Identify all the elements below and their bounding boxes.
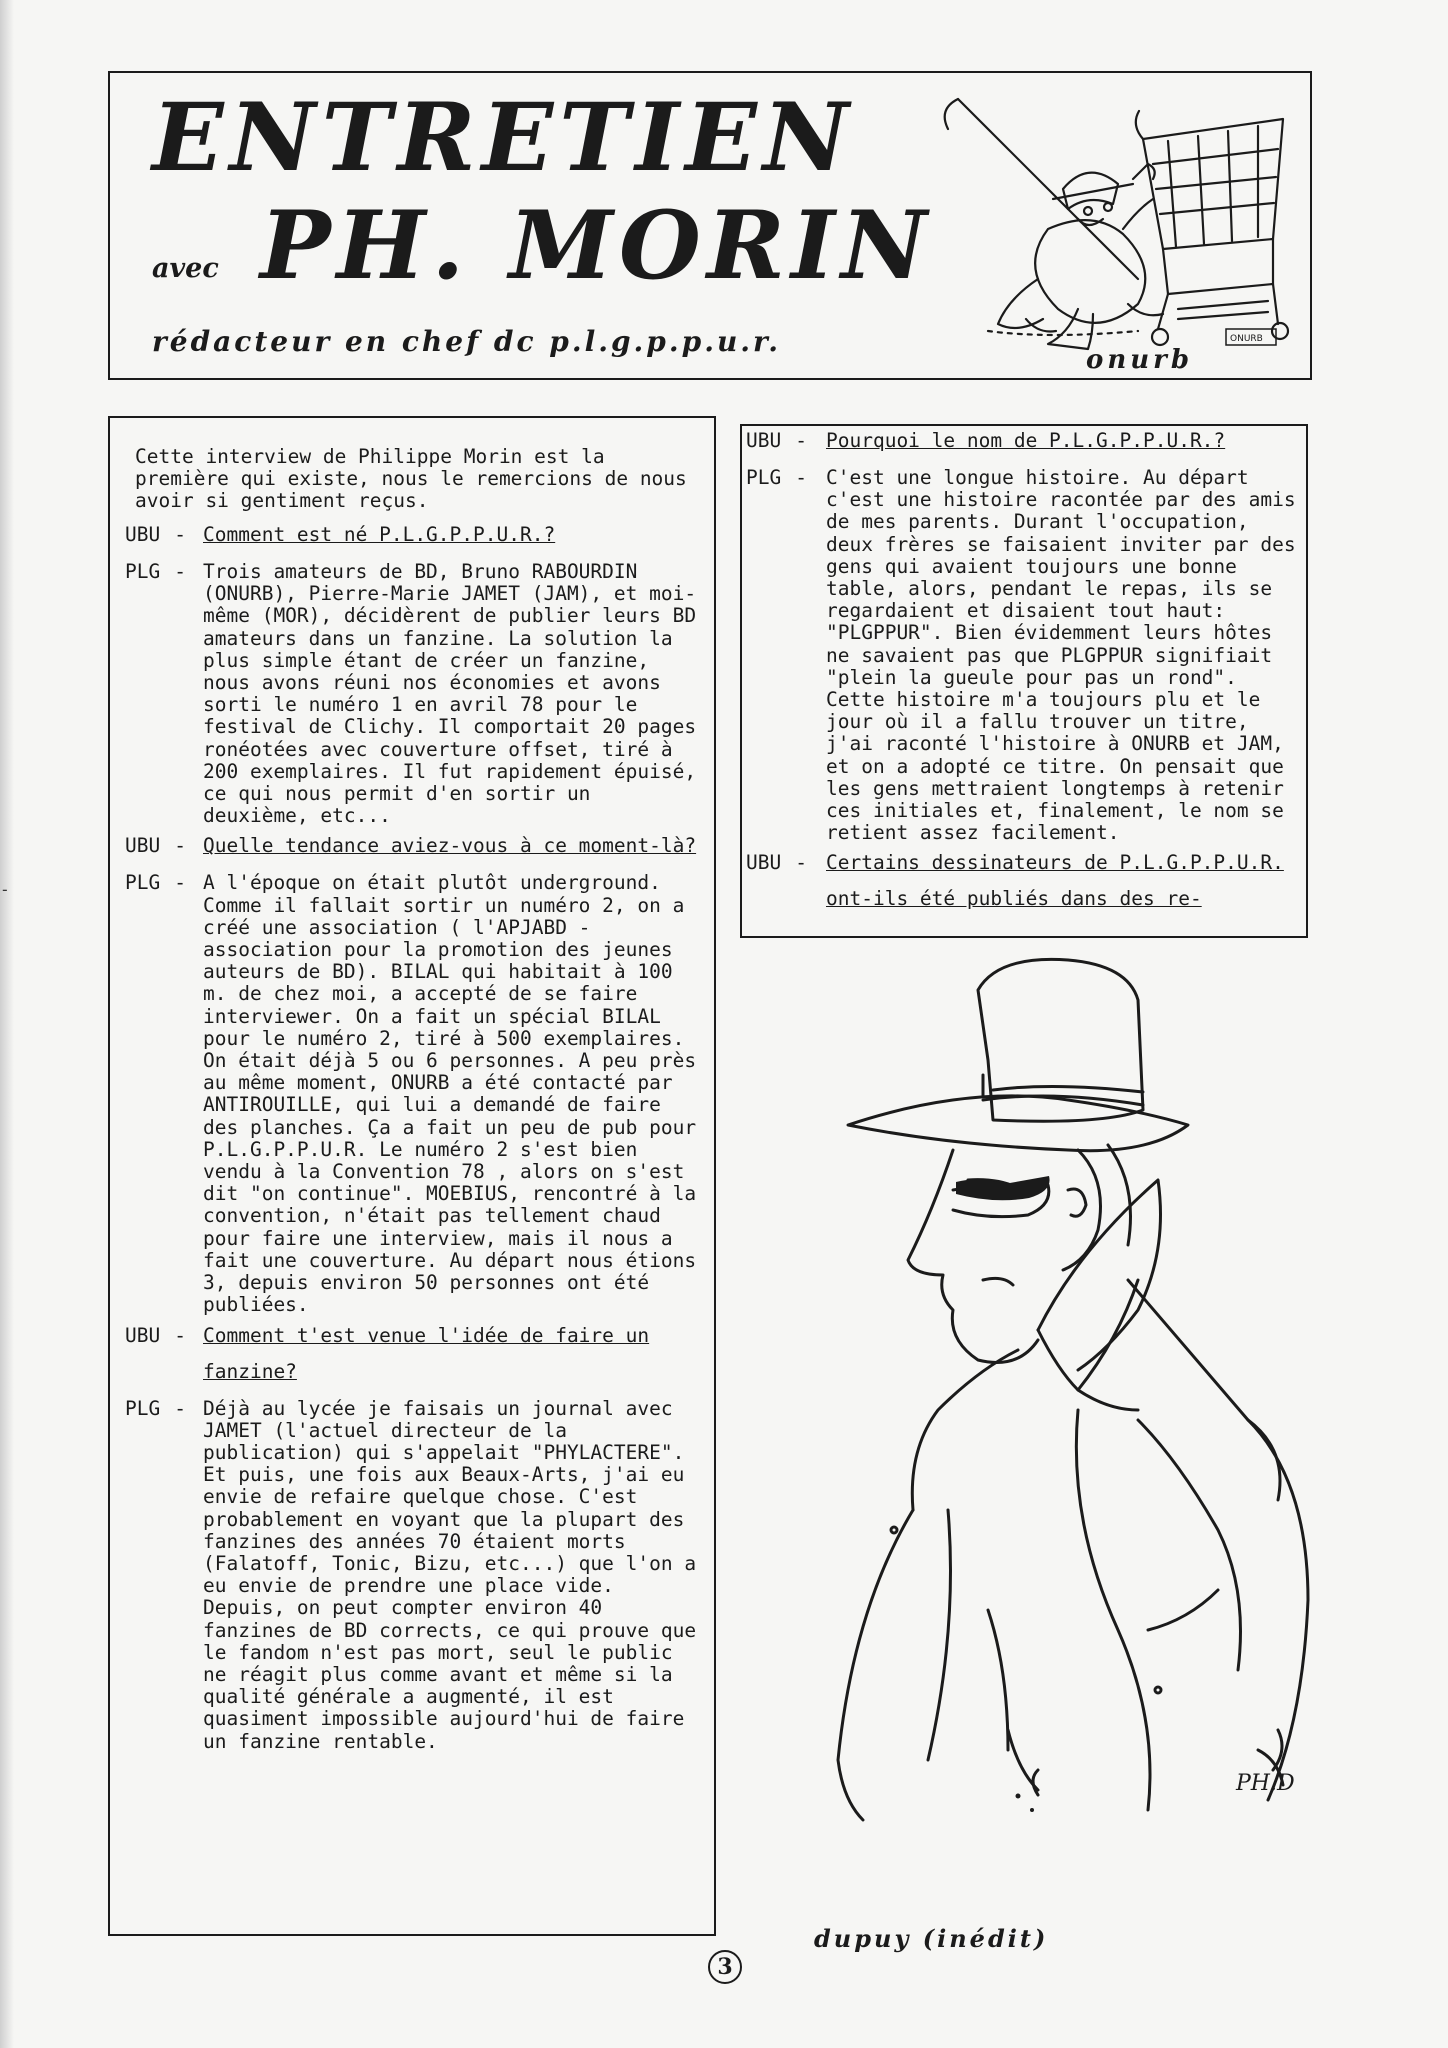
answer-item [125,872,702,1316]
header-drawing-credit: onurb [1086,345,1194,375]
title-entretien: ENTRETIEN [152,83,855,193]
question-item [746,430,1298,459]
header-drawing-signature: ONURB [1230,334,1263,344]
interview-column-right [740,424,1308,938]
answer-item [125,1398,702,1753]
speaker-label: UBU - [746,851,807,875]
question-item [125,835,702,864]
portrait-signature: PH.D [1236,1771,1295,1796]
question-text: Quelle tendance aviez-vous à ce moment-là? [203,834,697,858]
speaker-label: PLG - [125,871,186,895]
page-edge-shadow [0,0,14,2048]
question-text: Pourquoi le nom de P.L.G.P.P.U.R.? [826,429,1226,452]
portrait-man-with-hat-icon [778,950,1338,1830]
speaker-label: UBU - [746,429,807,452]
question-text: Certains dessinateurs de P.L.G.P.P.U.R. ont-ils été publiés dans des re- [826,851,1284,911]
answer-text: A l'époque on était plutôt underground. Comme il fallait sortir un numéro 2, on a créé une association ( l'APJABD - association pour la promotion des jeunes auteurs de BD). BILAL qui habitait à 100 m. de chez moi, a accepté de se faire interviewer. On a fait un spécial BILAL pour le numéro 2, tiré à 500 exemplaires. On était déjà 5 ou 6 personnes. A peu près au même moment, ONURB a été contacté par ANTIROUILLE, qui lui a demandé de faire des planches. Ça a fait un peu de pub pour P.L.G.P.P.U.R. Le numéro 2 s'est bien vendu à la Convention 78 , alors on s'est dit "on continue". MOEBIUS, rencontré à la convention, n'était pas tellement chaud pour faire une interview, mais il nous a fait une couverture. Au départ nous étions 3, depuis environ 50 personnes ont été publiées. [203,871,697,1317]
interview-column-left [108,416,716,1936]
question-item [125,1325,702,1390]
answer-text: C'est une longue histoire. Au départ c'est une histoire racontée par des amis de mes parents. Durant l'occupation, deux frères se faisaient inviter par des gens qui avaient toujours une bonne table, alors, pendant le repas, ils se regardaient et disaient tout haut: "PLGPPUR". Bien évidemment leurs hôtes ne savaient pas que PLGPPUR signifiait "plein la gueule pour pas un rond". Cette histoire m'a toujours plu et le jour où il a fallu trouver un titre, j'ai raconté l'histoire à ONURB et JAM, et on a adopté ce titre. On pensait que les gens mettraient longtemps à retenir ces initiales et, finalement, le nom se retient assez facilement. [826,466,1296,845]
question-text: Comment est né P.L.G.P.P.U.R.? [203,523,556,546]
question-text: Comment t'est venue l'idée de faire un fanzine? [203,1323,650,1383]
question-item [746,852,1298,917]
header-box [108,71,1312,380]
title-name: PH. MORIN [260,191,933,301]
drawing-credit: dupuy (inédit) [814,1924,1049,1953]
speaker-label: UBU - [125,1323,186,1347]
intro-paragraph: Cette interview de Philippe Morin est la première qui existe, nous le remercions de nous avoir si gentiment reçus. [135,445,687,512]
title-avec: avec [152,253,219,284]
answer-item [125,561,702,827]
page-number: 3 [708,1950,742,1984]
speaker-label: PLG - [125,560,186,583]
cartoon-shopping-cart-icon [928,79,1308,379]
margin-mark: - [0,880,10,899]
question-item [125,524,702,553]
speaker-label: UBU - [125,834,186,858]
speaker-label: UBU - [125,523,186,546]
answer-text: Trois amateurs de BD, Bruno RABOURDIN (ONURB), Pierre-Marie JAMET (JAM), et moi-même (MOR), décidèrent de publier leurs BD amateurs dans un fanzine. La solution la plus simple étant de créer un fanzine, nous avons réuni nos économies et avons sorti le numéro 1 en avril 78 pour le festival de Clichy. Il comportait 20 pages ronéotées avec couverture offset, tiré à 200 exemplaires. Il fut rapidement épuisé, ce qui nous permit d'en sortir un deuxième, etc... [203,560,697,828]
subtitle: rédacteur en chef dc p.l.g.p.p.u.r. [152,325,781,358]
speaker-label: PLG - [746,466,807,489]
answer-text: Déjà au lycée je faisais un journal avec JAMET (l'actuel directeur de la publication) qui s'appelait "PHYLACTERE". Et puis, une fois aux Beaux-Arts, j'ai eu envie de refaire quelque chose. C'est probablement en voyant que la plupart des fanzines des années 70 étaient morts (Falatoff, Tonic, Bizu, etc...) que l'on a eu envie de prendre une place vide. Depuis, on peut compter environ 40 fanzines de BD corrects, ce qui prouve que le fandom n'est pas mort, seul le public ne réagit plus comme avant et même si la qualité générale a augmenté, il est quasiment impossible aujourd'hui de faire un fanzine rentable. [203,1396,697,1753]
answer-item [746,467,1298,844]
speaker-label: PLG - [125,1396,186,1420]
